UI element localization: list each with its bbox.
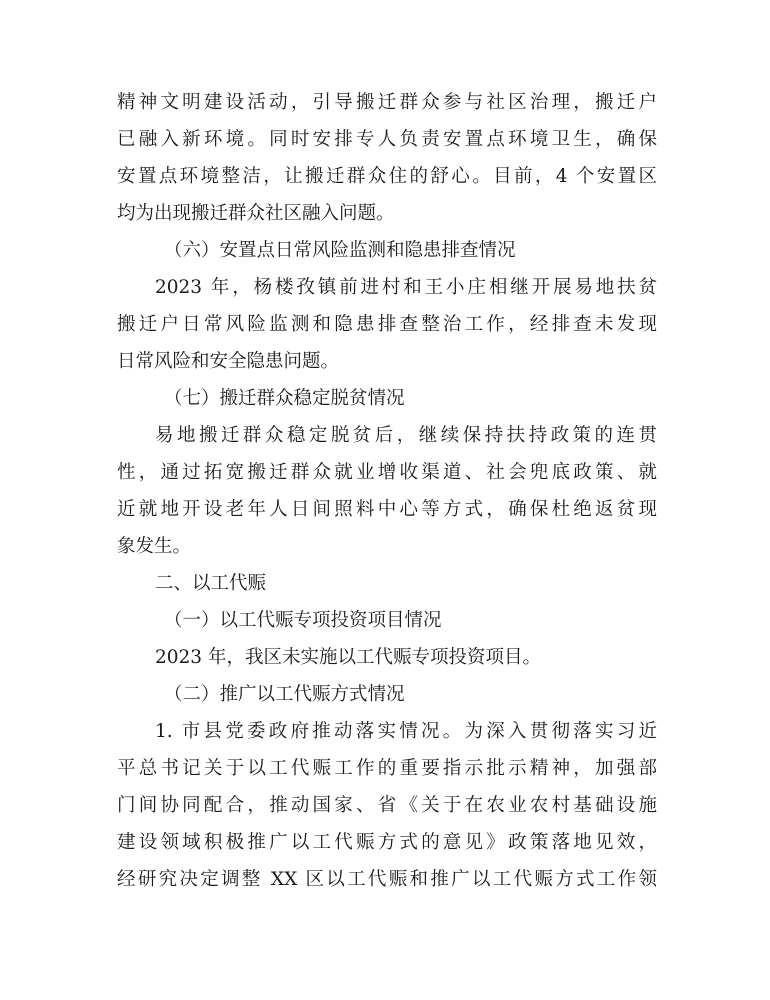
section-heading: （六）安置点日常风险监测和隐患排查情况 [164, 240, 516, 261]
body-text-line: 1. 市县党委政府推动落实情况。为深入贯彻落实习近 [155, 721, 657, 742]
body-text-line: 均为出现搬迁群众社区融入问题。 [117, 203, 395, 224]
chapter-heading: 二、以工代赈 [155, 573, 267, 594]
body-text-line: 性，通过拓宽搬迁群众就业增收渠道、社会兜底政策、就 [117, 462, 657, 483]
body-text-line: 安置点环境整洁，让搬迁群众住的舒心。目前，4 个安置区 [117, 166, 657, 187]
section-heading: （二）推广以工代赈方式情况 [164, 684, 405, 705]
body-text-line: 门间协同配合，推动国家、省《关于在农业农村基础设施 [117, 795, 657, 816]
body-text-line: 近就地开设老年人日间照料中心等方式，确保杜绝返贫现 [117, 499, 657, 520]
body-text-line: 搬迁户日常风险监测和隐患排查整治工作，经排查未发现 [117, 314, 657, 335]
body-text-line: 精神文明建设活动，引导搬迁群众参与社区治理，搬迁户 [117, 92, 657, 113]
body-text-line: 2023 年，杨楼孜镇前进村和王小庄相继开展易地扶贫 [155, 277, 657, 298]
body-text-line: 象发生。 [117, 536, 192, 557]
section-heading: （一）以工代赈专项投资项目情况 [164, 610, 442, 631]
section-heading: （七）搬迁群众稳定脱贫情况 [164, 388, 405, 409]
body-text-line: 建设领域积极推广以工代赈方式的意见》政策落地见效， [117, 832, 657, 853]
body-text-line: 经研究决定调整 XX 区以工代赈和推广以工代赈方式工作领 [117, 869, 657, 890]
body-text-line: 易地搬迁群众稳定脱贫后，继续保持扶持政策的连贯 [155, 425, 657, 446]
body-text-line: 日常风险和安全隐患问题。 [117, 351, 340, 372]
body-text-line: 已融入新环境。同时安排专人负责安置点环境卫生，确保 [117, 129, 657, 150]
body-text-line: 平总书记关于以工代赈工作的重要指示批示精神，加强部 [117, 758, 657, 779]
body-text-line: 2023 年，我区未实施以工代赈专项投资项目。 [155, 647, 541, 668]
